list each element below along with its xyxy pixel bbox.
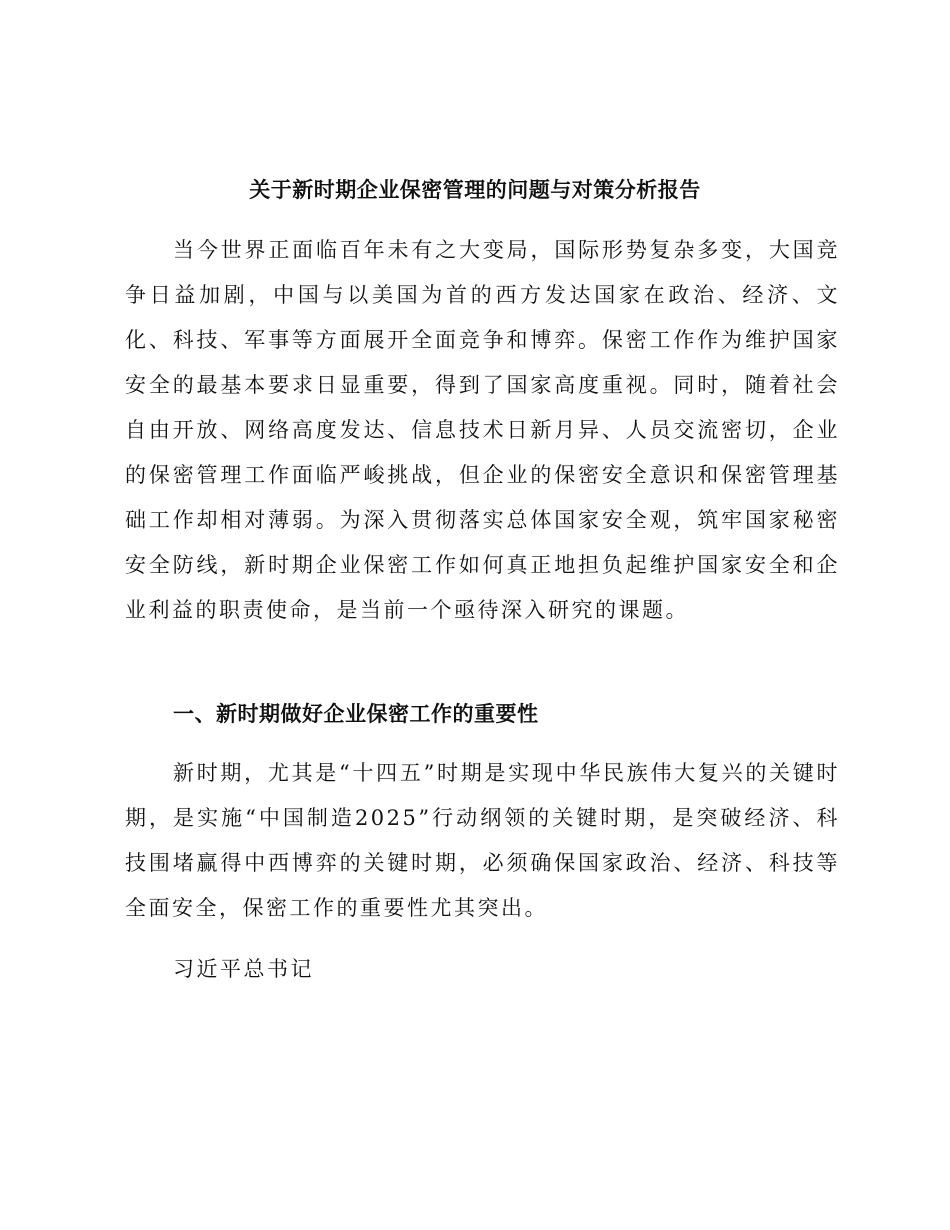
intro-paragraph: 当今世界正面临百年未有之大变局，国际形势复杂多变，大国竞争日益加剧，中国与以美国为首的西方发达国家在政治、经济、文化、科技、军事等方面展开全面竞争和博弈。保密工作作为维护国家安全的最基本要求日显重要，得到了国家高度重视。同时，随着社会自由开放、网络高度发达、信息技术日新月异、人员交流密切，企业的保密管理工作面临严峻挑战，但企业的保密安全意识和保密管理基础工作却相对薄弱。为深入贯彻落实总体国家安全观，筑牢国家秘密安全防线，新时期企业保密工作如何真正地担负起维护国家安全和企业利益的职责使命，是当前一个亟待深入研究的课题。 xyxy=(125,238,840,622)
document-title: 关于新时期企业保密管理的问题与对策分析报告 xyxy=(249,177,701,202)
section-heading: 一、新时期做好企业保密工作的重要性 xyxy=(173,701,539,726)
body-paragraph: 新时期，尤其是“十四五”时期是实现中华民族伟大复兴的关键时期，是实施“中国制造2025”行动纲领的关键时期，是突破经济、科技围堵赢得中西博弈的关键时期，必须确保国家政治、经济、科技等全面安全，保密工作的重要性尤其突出。 xyxy=(125,761,840,920)
body-paragraph-fragment: 习近平总书记 xyxy=(173,957,314,981)
